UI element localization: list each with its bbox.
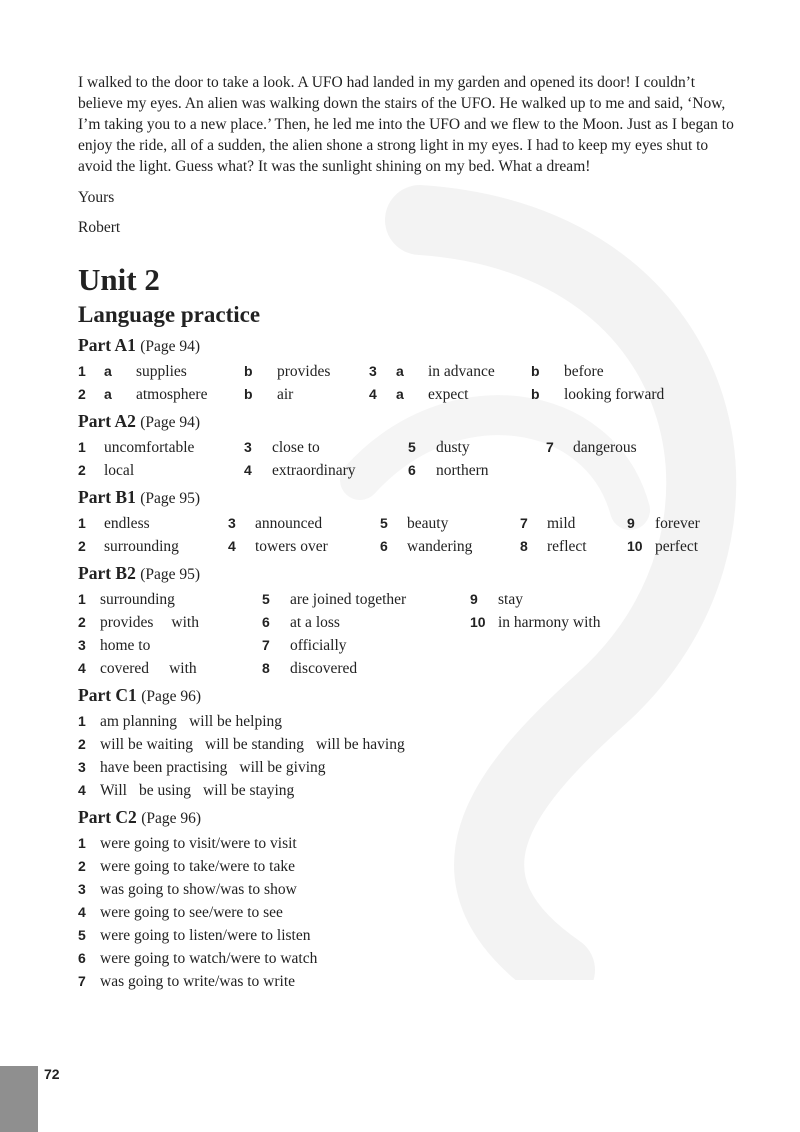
answer-text: will be waiting bbox=[100, 736, 193, 753]
answer-text: uncomfortable bbox=[104, 439, 195, 456]
answer-row bbox=[78, 383, 738, 406]
item-number: 7 bbox=[78, 973, 86, 989]
part-name: Part C1 bbox=[78, 685, 137, 705]
answer-row bbox=[78, 832, 738, 855]
item-number: 6 bbox=[262, 614, 270, 630]
answer-text: supplies bbox=[136, 363, 187, 380]
item-number: 7 bbox=[520, 515, 528, 531]
item-number: 3 bbox=[78, 759, 86, 775]
letter bbox=[78, 72, 738, 238]
item-number: 4 bbox=[244, 462, 252, 478]
section-title: Language practice bbox=[78, 302, 261, 327]
part-page-ref: (Page 95) bbox=[140, 566, 201, 583]
part-header bbox=[78, 804, 738, 832]
part-header bbox=[78, 682, 738, 710]
option-letter: b bbox=[244, 363, 253, 379]
answer-row bbox=[78, 855, 738, 878]
item-number: 10 bbox=[627, 538, 643, 554]
item-number: 4 bbox=[78, 660, 86, 676]
answer-text: provides bbox=[100, 614, 154, 631]
item-number: 3 bbox=[78, 881, 86, 897]
item-number: 7 bbox=[262, 637, 270, 653]
option-letter: b bbox=[244, 386, 253, 402]
answer-text: forever bbox=[655, 515, 700, 532]
option-letter: a bbox=[396, 386, 404, 402]
part-b1 bbox=[78, 484, 738, 558]
item-number: 1 bbox=[78, 835, 86, 851]
item-number: 6 bbox=[408, 462, 416, 478]
answer-text: with bbox=[171, 614, 199, 631]
item-number: 1 bbox=[78, 439, 86, 455]
answer-text: were going to see/were to see bbox=[100, 904, 283, 921]
answer-text: discovered bbox=[290, 660, 358, 677]
answer-text: announced bbox=[255, 515, 323, 532]
item-number: 1 bbox=[78, 363, 86, 379]
answer-text: have been practising bbox=[100, 759, 228, 776]
item-number: 2 bbox=[78, 614, 86, 630]
answer-text: were going to take/were to take bbox=[100, 858, 295, 875]
part-b2 bbox=[78, 560, 738, 680]
answer-text: surrounding bbox=[100, 591, 175, 608]
part-name: Part B1 bbox=[78, 487, 136, 507]
answer-text: were going to watch/were to watch bbox=[100, 950, 318, 967]
item-number: 6 bbox=[78, 950, 86, 966]
answer-text: was going to show/was to show bbox=[100, 881, 297, 898]
part-header bbox=[78, 408, 738, 436]
answer-row bbox=[78, 535, 738, 558]
answer-text: beauty bbox=[407, 515, 449, 532]
part-a1 bbox=[78, 332, 738, 406]
item-number: 4 bbox=[228, 538, 236, 554]
item-number: 4 bbox=[78, 904, 86, 920]
part-header bbox=[78, 332, 738, 360]
answer-text: reflect bbox=[547, 538, 587, 555]
page-footer-bar bbox=[0, 1066, 38, 1132]
part-page-ref: (Page 95) bbox=[140, 490, 201, 507]
option-letter: b bbox=[531, 363, 540, 379]
item-number: 3 bbox=[244, 439, 252, 455]
item-number: 3 bbox=[369, 363, 377, 379]
item-number: 9 bbox=[627, 515, 635, 531]
answer-row bbox=[78, 611, 738, 634]
answer-text: northern bbox=[436, 462, 489, 479]
answer-text: home to bbox=[100, 637, 151, 654]
answer-row bbox=[78, 733, 738, 756]
unit-title: Unit 2 bbox=[78, 262, 160, 297]
item-number: 1 bbox=[78, 515, 86, 531]
item-number: 4 bbox=[369, 386, 377, 402]
part-c2 bbox=[78, 804, 738, 993]
answer-text: with bbox=[169, 660, 197, 677]
item-number: 8 bbox=[262, 660, 270, 676]
item-number: 5 bbox=[78, 927, 86, 943]
answer-text: were going to visit/were to visit bbox=[100, 835, 297, 852]
part-header bbox=[78, 484, 738, 512]
item-number: 8 bbox=[520, 538, 528, 554]
answer-row bbox=[78, 970, 738, 993]
part-page-ref: (Page 94) bbox=[140, 414, 201, 431]
part-name: Part C2 bbox=[78, 807, 137, 827]
answer-row bbox=[78, 634, 738, 657]
answer-row bbox=[78, 924, 738, 947]
answer-text: dusty bbox=[436, 439, 470, 456]
answer-row bbox=[78, 878, 738, 901]
item-number: 5 bbox=[262, 591, 270, 607]
item-number: 3 bbox=[228, 515, 236, 531]
item-number: 1 bbox=[78, 713, 86, 729]
answer-text: wandering bbox=[407, 538, 473, 555]
answer-row bbox=[78, 901, 738, 924]
option-letter: a bbox=[104, 386, 112, 402]
answer-text: covered bbox=[100, 660, 150, 677]
answer-text: provides bbox=[277, 363, 331, 380]
answer-text: surrounding bbox=[104, 538, 179, 555]
answer-text: local bbox=[104, 462, 135, 479]
item-number: 2 bbox=[78, 386, 86, 402]
answer-row bbox=[78, 459, 738, 482]
part-name: Part B2 bbox=[78, 563, 136, 583]
page-number: 72 bbox=[44, 1066, 60, 1082]
answer-row bbox=[78, 360, 738, 383]
item-number: 5 bbox=[380, 515, 388, 531]
answer-text: stay bbox=[498, 591, 523, 608]
answer-text: was going to write/was to write bbox=[100, 973, 296, 990]
answer-text: towers over bbox=[255, 538, 328, 555]
answer-row bbox=[78, 779, 738, 802]
answer-text: am planning bbox=[100, 713, 178, 730]
answer-text: mild bbox=[547, 515, 576, 532]
item-number: 1 bbox=[78, 591, 86, 607]
answer-row bbox=[78, 756, 738, 779]
part-a2 bbox=[78, 408, 738, 482]
part-header bbox=[78, 560, 738, 588]
answer-text: be using bbox=[138, 782, 192, 799]
answer-row bbox=[78, 436, 738, 459]
item-number: 5 bbox=[408, 439, 416, 455]
letter-signature: Robert bbox=[78, 219, 121, 236]
answer-text: before bbox=[564, 363, 604, 380]
answer-text: perfect bbox=[655, 538, 699, 555]
letter-paragraph: I walked to the door to take a look. A UFO had landed in my garden and opened its door! I couldn’t believe my eyes. An alien was walking down the stairs of the UFO. He walked up to me and said, ‘Now, I’m taking you to a new place.’ Then, he led me into the UFO and we flew to the Moon. Just as I began to enjoy the ride, all of a sudden, the alien shone a strong light in my eyes. I had to keep my eyes shut to avoid the light. Guess what? It was the sunlight shining on my bed. What a dream! bbox=[78, 74, 734, 175]
answer-row bbox=[78, 947, 738, 970]
option-letter: a bbox=[396, 363, 404, 379]
item-number: 4 bbox=[78, 782, 86, 798]
item-number: 2 bbox=[78, 538, 86, 554]
answer-text: expect bbox=[428, 386, 469, 403]
item-number: 2 bbox=[78, 736, 86, 752]
page-content bbox=[78, 72, 738, 993]
item-number: 2 bbox=[78, 462, 86, 478]
answer-text: endless bbox=[104, 515, 150, 532]
answer-row bbox=[78, 588, 738, 611]
answer-text: will be staying bbox=[203, 782, 295, 799]
item-number: 6 bbox=[380, 538, 388, 554]
part-name: Part A1 bbox=[78, 335, 136, 355]
answer-text: were going to listen/were to listen bbox=[100, 927, 311, 944]
answer-text: close to bbox=[272, 439, 320, 456]
answer-text: in harmony with bbox=[498, 614, 601, 631]
answer-text: officially bbox=[290, 637, 347, 654]
answer-text: air bbox=[277, 386, 294, 403]
answer-row bbox=[78, 710, 738, 733]
answer-row bbox=[78, 657, 738, 680]
answer-text: will be helping bbox=[189, 713, 283, 730]
answer-text: atmosphere bbox=[136, 386, 208, 403]
part-name: Part A2 bbox=[78, 411, 136, 431]
item-number: 7 bbox=[546, 439, 554, 455]
answer-row bbox=[78, 512, 738, 535]
answer-text: will be standing bbox=[205, 736, 305, 753]
answer-text: in advance bbox=[428, 363, 495, 380]
answer-text: Will bbox=[100, 782, 127, 799]
answer-text: will be giving bbox=[239, 759, 326, 776]
part-page-ref: (Page 96) bbox=[141, 810, 202, 827]
answer-text: are joined together bbox=[290, 591, 407, 608]
option-letter: a bbox=[104, 363, 112, 379]
item-number: 10 bbox=[470, 614, 486, 630]
option-letter: b bbox=[531, 386, 540, 402]
answer-text: dangerous bbox=[573, 439, 637, 456]
letter-closing: Yours bbox=[78, 189, 115, 206]
item-number: 9 bbox=[470, 591, 478, 607]
item-number: 2 bbox=[78, 858, 86, 874]
part-c1 bbox=[78, 682, 738, 802]
part-page-ref: (Page 96) bbox=[141, 688, 202, 705]
answer-text: will be having bbox=[316, 736, 405, 753]
answer-text: at a loss bbox=[290, 614, 340, 631]
item-number: 3 bbox=[78, 637, 86, 653]
part-page-ref: (Page 94) bbox=[140, 338, 201, 355]
answer-text: looking forward bbox=[564, 386, 665, 403]
answer-text: extraordinary bbox=[272, 462, 356, 479]
